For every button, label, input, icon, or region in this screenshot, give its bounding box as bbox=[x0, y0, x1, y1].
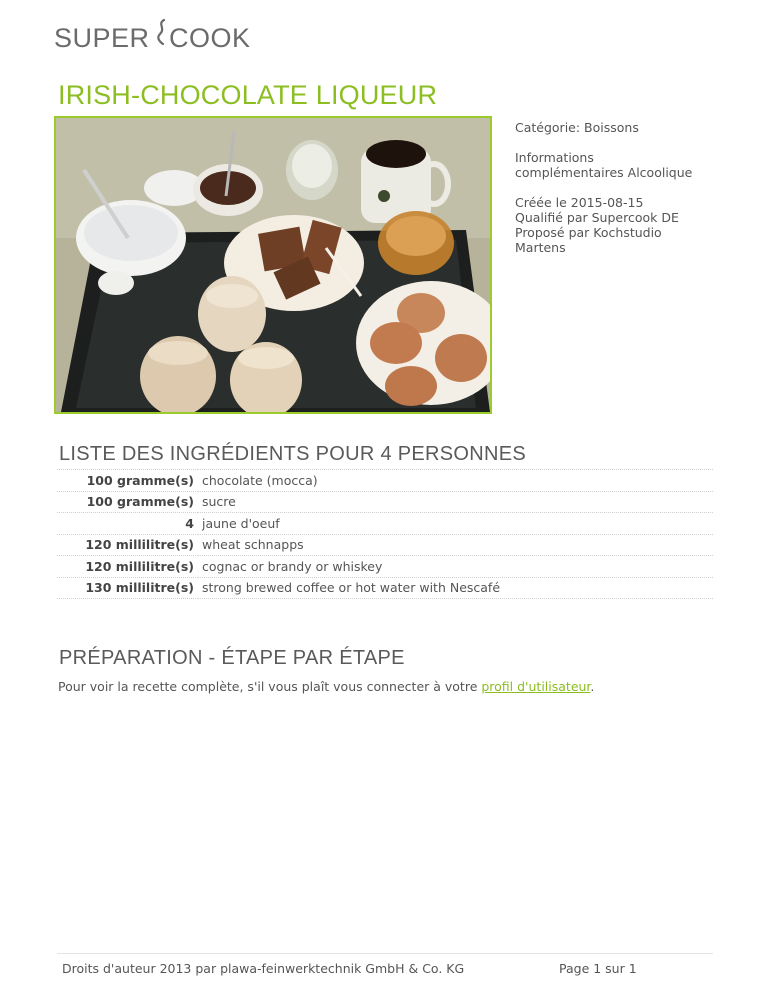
table-row bbox=[57, 491, 713, 513]
table-row bbox=[57, 556, 713, 578]
ingredient-name: wheat schnapps bbox=[198, 534, 713, 556]
ingredient-name: jaune d'oeuf bbox=[198, 513, 713, 535]
ingredient-name: cognac or brandy or whiskey bbox=[198, 556, 713, 578]
preparation-heading: PRÉPARATION - ÉTAPE PAR ÉTAPE bbox=[59, 647, 405, 669]
footer-divider bbox=[57, 953, 713, 954]
footer-copyright: Droits d'auteur 2013 par plawa-feinwerktechnik GmbH & Co. KG bbox=[62, 961, 465, 976]
ingredients-heading: LISTE DES INGRÉDIENTS POUR 4 PERSONNES bbox=[59, 443, 527, 465]
footer-page-number: Page 1 sur 1 bbox=[559, 961, 637, 976]
steam-swirl-icon bbox=[158, 20, 164, 44]
ingredient-name: chocolate (mocca) bbox=[198, 470, 713, 492]
logo-text-super: SUPER bbox=[54, 23, 150, 53]
table-row bbox=[57, 513, 713, 535]
ingredient-name: sucre bbox=[198, 491, 713, 513]
supercook-logo bbox=[52, 14, 266, 54]
ingredient-qty: 100 gramme(s) bbox=[57, 491, 198, 513]
meta-info: Informations complémentaires Alcoolique bbox=[515, 150, 693, 180]
user-profile-link[interactable]: profil d'utilisateur bbox=[481, 679, 591, 694]
ingredients-table bbox=[57, 469, 713, 599]
logo-text-cook: COOK bbox=[169, 23, 251, 53]
ingredient-qty: 120 millilitre(s) bbox=[57, 556, 198, 578]
ingredient-qty: 4 bbox=[57, 513, 198, 535]
preparation-text: Pour voir la recette complète, s'il vous plaît vous connecter à votre profil d'utilisateur. bbox=[58, 679, 595, 694]
recipe-meta bbox=[515, 120, 715, 270]
ingredient-qty: 120 millilitre(s) bbox=[57, 534, 198, 556]
ingredient-qty: 130 millilitre(s) bbox=[57, 577, 198, 599]
table-row bbox=[57, 577, 713, 599]
recipe-photo bbox=[54, 116, 492, 414]
meta-credits: Créée le 2015-08-15 Qualifié par Supercook DE Proposé par Kochstudio Martens bbox=[515, 195, 679, 255]
meta-category: Catégorie: Boissons bbox=[515, 120, 639, 135]
ingredient-qty: 100 gramme(s) bbox=[57, 470, 198, 492]
recipe-photo-illustration bbox=[56, 118, 490, 412]
recipe-title: IRISH-CHOCOLATE LIQUEUR bbox=[58, 80, 438, 110]
ingredient-name: strong brewed coffee or hot water with Nescafé bbox=[198, 577, 713, 599]
table-row bbox=[57, 534, 713, 556]
table-row bbox=[57, 470, 713, 492]
